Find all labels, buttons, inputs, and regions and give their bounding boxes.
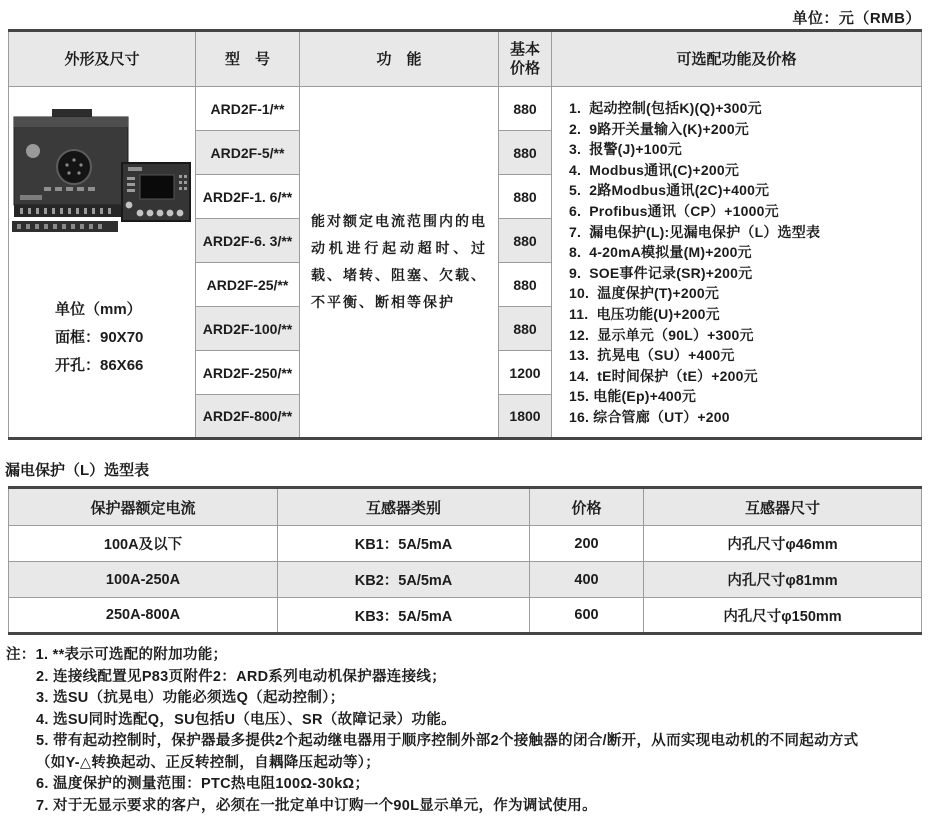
dimension-unit: 单位（mm） <box>55 301 142 318</box>
model-cell: ARD2F-1. 6/** <box>196 175 300 219</box>
column-header-appearance: 外形及尺寸 <box>9 31 196 87</box>
optional-item: 15. 电能(Ep)+400元 <box>569 388 697 405</box>
note-line: 6. 温度保护的测量范围：PTC热电阻100Ω-30kΩ； <box>36 776 370 792</box>
product-photo <box>12 105 192 244</box>
price-cell: 880 <box>499 175 552 219</box>
price-cell: 400 <box>530 562 644 598</box>
rated-current-cell: 100A及以下 <box>9 526 278 562</box>
table-row <box>9 526 922 562</box>
model-cell: ARD2F-250/** <box>196 351 300 395</box>
optional-item: 10. 温度保护(T)+200元 <box>569 285 720 302</box>
column-header-transformer-size: 互感器尺寸 <box>644 488 922 526</box>
price-cell: 880 <box>499 263 552 307</box>
optional-item: 1. 起动控制(包括K)(Q)+300元 <box>569 100 762 116</box>
transformer-type-cell: KB2：5A/5mA <box>278 562 530 598</box>
leakage-table-title: 漏电保护（L）选型表 <box>5 462 150 479</box>
table-row <box>9 598 922 634</box>
price-cell: 880 <box>499 219 552 263</box>
notes-block <box>6 645 924 817</box>
rated-current-cell: 100A-250A <box>9 562 278 598</box>
note-line: 2. 连接线配置见P83页附件2：ARD系列电动机保护器连接线； <box>36 668 446 685</box>
optional-item: 16. 综合管廊（UT）+200 <box>569 408 730 425</box>
optional-item: 9. SOE事件记录(SR)+200元 <box>569 264 753 281</box>
column-header-optional: 可选配功能及价格 <box>552 31 922 87</box>
optional-item: 6. Profibus通讯（CP）+1000元 <box>569 202 779 219</box>
model-cell: ARD2F-5/** <box>196 131 300 175</box>
column-header-function: 功 能 <box>300 31 499 87</box>
dimensions-block <box>55 296 195 380</box>
optional-item: 7. 漏电保护(L):见漏电保护（L）选型表 <box>569 223 821 240</box>
dimension-cutout: 开孔：86X66 <box>55 357 144 374</box>
table-row <box>9 562 922 598</box>
price-cell: 1800 <box>499 395 552 439</box>
note-line: 3. 选SU（抗晃电）功能必须选Q（起动控制）； <box>36 690 345 706</box>
dimension-frame: 面框：90X70 <box>55 329 144 346</box>
price-cell: 880 <box>499 307 552 351</box>
price-cell: 600 <box>530 598 644 634</box>
optional-item: 4. Modbus通讯(C)+200元 <box>569 161 740 178</box>
note-line: 4. 选SU同时选配Q，SU包括U（电压）、SR（故障记录）功能。 <box>36 711 456 728</box>
optional-item: 12. 显示单元（90L）+300元 <box>569 326 754 343</box>
table-row <box>9 87 922 131</box>
transformer-type-cell: KB1：5A/5mA <box>278 526 530 562</box>
price-cell: 880 <box>499 131 552 175</box>
function-cell: 能对额定电流范围内的电动机进行起动超时、过载、堵转、阻塞、欠载、不平衡、断相等保护 <box>300 87 499 439</box>
column-header-transformer-type: 互感器类别 <box>278 488 530 526</box>
optional-item: 3. 报警(J)+100元 <box>569 141 682 158</box>
transformer-size-cell: 内孔尺寸φ46mm <box>644 526 922 562</box>
leakage-table-header-row <box>9 488 922 526</box>
pricing-table-header-row <box>9 31 922 87</box>
transformer-type-cell: KB3：5A/5mA <box>278 598 530 634</box>
note-line: 注：1. **表示可选配的附加功能； <box>6 647 228 663</box>
note-line: 7. 对于无显示要求的客户，必须在一批定单中订购一个90L显示单元，作为调试使用。 <box>36 797 597 814</box>
optional-item: 14. tE时间保护（tE）+200元 <box>569 367 758 384</box>
note-line: （如Y-△转换起动、正反转控制，自耦降压起动等）； <box>36 754 381 771</box>
optional-functions-cell <box>552 87 922 439</box>
rated-current-cell: 250A-800A <box>9 598 278 634</box>
price-cell: 880 <box>499 87 552 131</box>
model-cell: ARD2F-6. 3/** <box>196 219 300 263</box>
appearance-cell <box>9 87 196 439</box>
transformer-size-cell: 内孔尺寸φ150mm <box>644 598 922 634</box>
optional-item: 2. 9路开关量输入(K)+200元 <box>569 120 750 137</box>
model-cell: ARD2F-100/** <box>196 307 300 351</box>
optional-item: 13. 抗晃电（SU）+400元 <box>569 347 735 364</box>
unit-label: 单位：元（RMB） <box>792 10 921 27</box>
column-header-model: 型 号 <box>196 31 300 87</box>
product-photo-illustration <box>12 105 192 241</box>
column-header-price: 价格 <box>530 488 644 526</box>
price-cell: 200 <box>530 526 644 562</box>
pricing-table <box>8 29 922 440</box>
column-header-rated-current: 保护器额定电流 <box>9 488 278 526</box>
model-cell: ARD2F-1/** <box>196 87 300 131</box>
device-display <box>122 163 190 221</box>
optional-item: 8. 4-20mA模拟量(M)+200元 <box>569 244 752 261</box>
model-cell: ARD2F-25/** <box>196 263 300 307</box>
optional-item: 11. 电压功能(U)+200元 <box>569 305 720 322</box>
optional-item: 5. 2路Modbus通讯(2C)+400元 <box>569 182 770 199</box>
price-cell: 1200 <box>499 351 552 395</box>
leakage-selection-table <box>8 486 922 635</box>
column-header-base-price: 基本价格 <box>499 31 552 87</box>
note-line: 5. 带有起动控制时，保护器最多提供2个起动继电器用于顺序控制外部2个接触器的闭合/断开，从而实现电动机的不同起动方式 <box>36 733 859 749</box>
model-cell: ARD2F-800/** <box>196 395 300 439</box>
transformer-size-cell: 内孔尺寸φ81mm <box>644 562 922 598</box>
device-relay <box>12 109 128 232</box>
